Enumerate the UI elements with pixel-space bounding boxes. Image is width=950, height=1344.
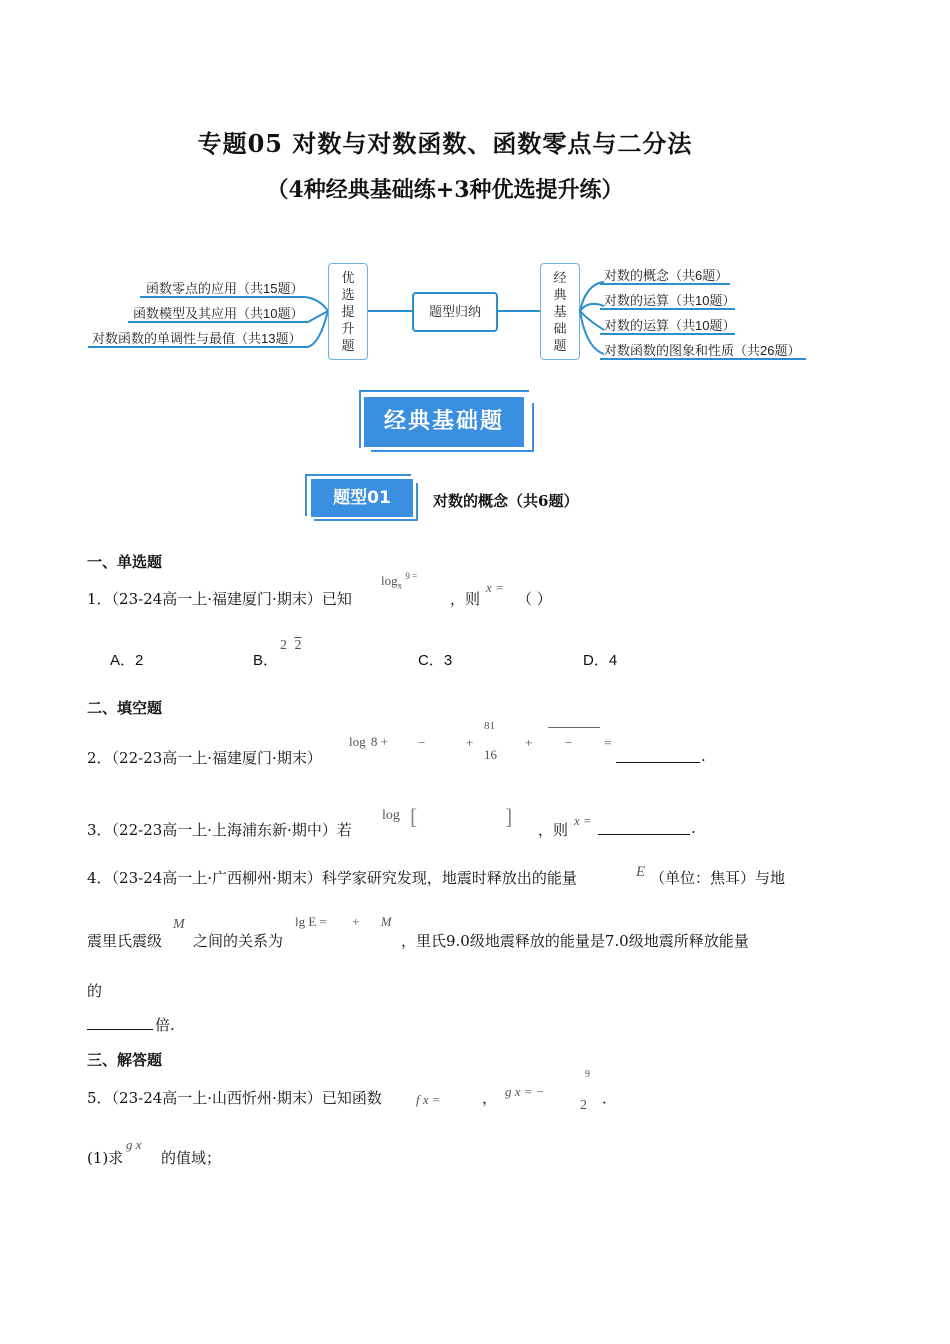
question-text: . [701, 747, 706, 765]
mindmap-left-item: 函数零点的应用（共15题） [146, 281, 304, 296]
question-1 [87, 588, 352, 609]
question-text: ，则 [538, 821, 569, 839]
math-formula [295, 914, 392, 930]
question-text: 的值域； [161, 1149, 222, 1167]
section-heading: 三、解答题 [87, 1051, 163, 1069]
question-source: （22-23高一上·上海浦东新·期中）若 [111, 821, 352, 839]
math-expr: − [565, 735, 573, 750]
math-log [381, 573, 417, 591]
question-text: （23-24高一上·广西柳州·期末）科学家研究发现，地震时释放出的能量 [111, 869, 577, 887]
mindmap-left-item: 对数函数的单调性与最值（共13题） [92, 331, 302, 346]
mindmap-left-group [328, 263, 368, 360]
page-title: 专题05 对数与对数函数、函数零点与二分法 [197, 129, 693, 158]
mindmap-underline [140, 296, 305, 298]
math-expr: + [466, 735, 474, 750]
mindmap-left-connector [300, 285, 330, 350]
answer-blank[interactable] [87, 1029, 153, 1030]
question-text: 倍. [155, 1016, 175, 1034]
math-radical [280, 638, 302, 654]
answer-blank[interactable] [616, 762, 700, 763]
mindmap-left-group-label: 优选提升题 [341, 270, 355, 353]
math-E: E [636, 864, 646, 880]
math-frac-bot: 16 [484, 747, 497, 762]
math-frac-top: 9 [585, 1069, 590, 1080]
mindmap-underline [88, 346, 308, 348]
question-text: （单位：焦耳）与地 [650, 869, 786, 887]
option-c[interactable]: C．3 [418, 652, 453, 669]
math-text: 8 + [370, 734, 388, 749]
question-text: ，则 [450, 590, 481, 608]
math-text: 2 [280, 638, 287, 653]
math-frac-top: 81 [484, 720, 495, 732]
mindmap-underline [600, 358, 806, 360]
mindmap-right-item: 对数的运算（共10题） [604, 293, 736, 308]
answer-paren: （ ） [517, 590, 552, 608]
mindmap-right-group [540, 263, 580, 360]
question-text: ． [602, 1089, 618, 1107]
math-frac-bot: 2 [580, 1098, 587, 1113]
math-bracket-right: ] [505, 804, 513, 829]
math-text: + [352, 914, 360, 929]
question-text: 的 [87, 982, 103, 1000]
mindmap-link [368, 310, 412, 312]
mindmap-center: 题型归纳 [412, 292, 498, 332]
mindmap-underline [600, 283, 730, 285]
question-source: （23-24高一上·福建厦门·期末）已知 [111, 590, 352, 608]
math-expr: + [525, 735, 533, 750]
question-text: ，里氏9.0级地震释放的能量是7.0级地震所释放能量 [401, 932, 749, 950]
math-f: f x = [416, 1092, 441, 1107]
mindmap-underline [600, 333, 735, 335]
question-3 [87, 819, 352, 840]
math-text: log [382, 808, 400, 823]
answer-blank[interactable] [598, 834, 690, 835]
question-text: . [691, 819, 696, 837]
mindmap-link [496, 310, 540, 312]
question-number: 2． [87, 749, 112, 767]
question-source: （23-24高一上·山西忻州·期末）已知函数 [111, 1089, 382, 1107]
question-number: 3． [87, 821, 112, 839]
mindmap-right-item: 对数的概念（共6题） [604, 268, 729, 283]
section-banner: 经典基础题 [364, 397, 524, 447]
math-g: g x = − [505, 1084, 545, 1099]
option-b[interactable] [253, 649, 278, 670]
sub-question-1: (1)求 [87, 1149, 124, 1167]
math-text: log [381, 573, 398, 588]
mindmap-right-group-label: 经典基础题 [553, 270, 567, 353]
page-subtitle: （4种经典基础练+3种优选提升练） [266, 177, 624, 203]
question-2 [87, 747, 322, 768]
section-heading: 二、填空题 [87, 699, 163, 717]
math-text: 9 = [405, 571, 418, 581]
math-text: M [380, 914, 392, 929]
question-source: （22-23高一上·福建厦门·期末） [111, 749, 322, 767]
question-number: 4． [87, 869, 112, 887]
question-5 [87, 1087, 382, 1108]
mindmap-left-item: 函数模型及其应用（共10题） [133, 306, 304, 321]
mindmap-underline [600, 308, 735, 310]
math-g: g x [126, 1137, 142, 1152]
question-number: 5． [87, 1089, 112, 1107]
math-log [382, 808, 400, 824]
question-4 [87, 867, 577, 888]
question-text: ， [482, 1089, 498, 1107]
math-text: lg E = [295, 914, 327, 929]
math-sub: x [397, 580, 403, 591]
math-bracket-left: [ [410, 804, 418, 829]
option-d[interactable]: D．4 [583, 652, 618, 669]
mindmap-right-item: 对数函数的图象和性质（共26题） [604, 343, 801, 358]
math-M: M [173, 917, 185, 932]
math-x: x = [486, 580, 504, 595]
mindmap-right-item: 对数的运算（共10题） [604, 318, 736, 333]
math-expr: = [604, 735, 612, 750]
question-text: 震里氏震级 [87, 932, 163, 950]
math-x: x = [574, 813, 592, 828]
math-text: 2 [294, 638, 302, 653]
section-heading: 一、单选题 [87, 553, 163, 571]
math-expr: − [418, 735, 426, 750]
math-radical-bar [548, 727, 600, 728]
type-banner: 题型01 [311, 479, 413, 517]
question-text: 之间的关系为 [193, 932, 284, 950]
question-number: 1． [87, 590, 112, 608]
mindmap-underline [128, 321, 308, 323]
math-text: log [349, 734, 366, 749]
type-title: 对数的概念（共6题） [433, 492, 579, 510]
option-label: B． [253, 652, 279, 669]
option-a[interactable]: A．2 [110, 652, 144, 669]
math-expr: $\log_. 8$ + [349, 734, 388, 752]
